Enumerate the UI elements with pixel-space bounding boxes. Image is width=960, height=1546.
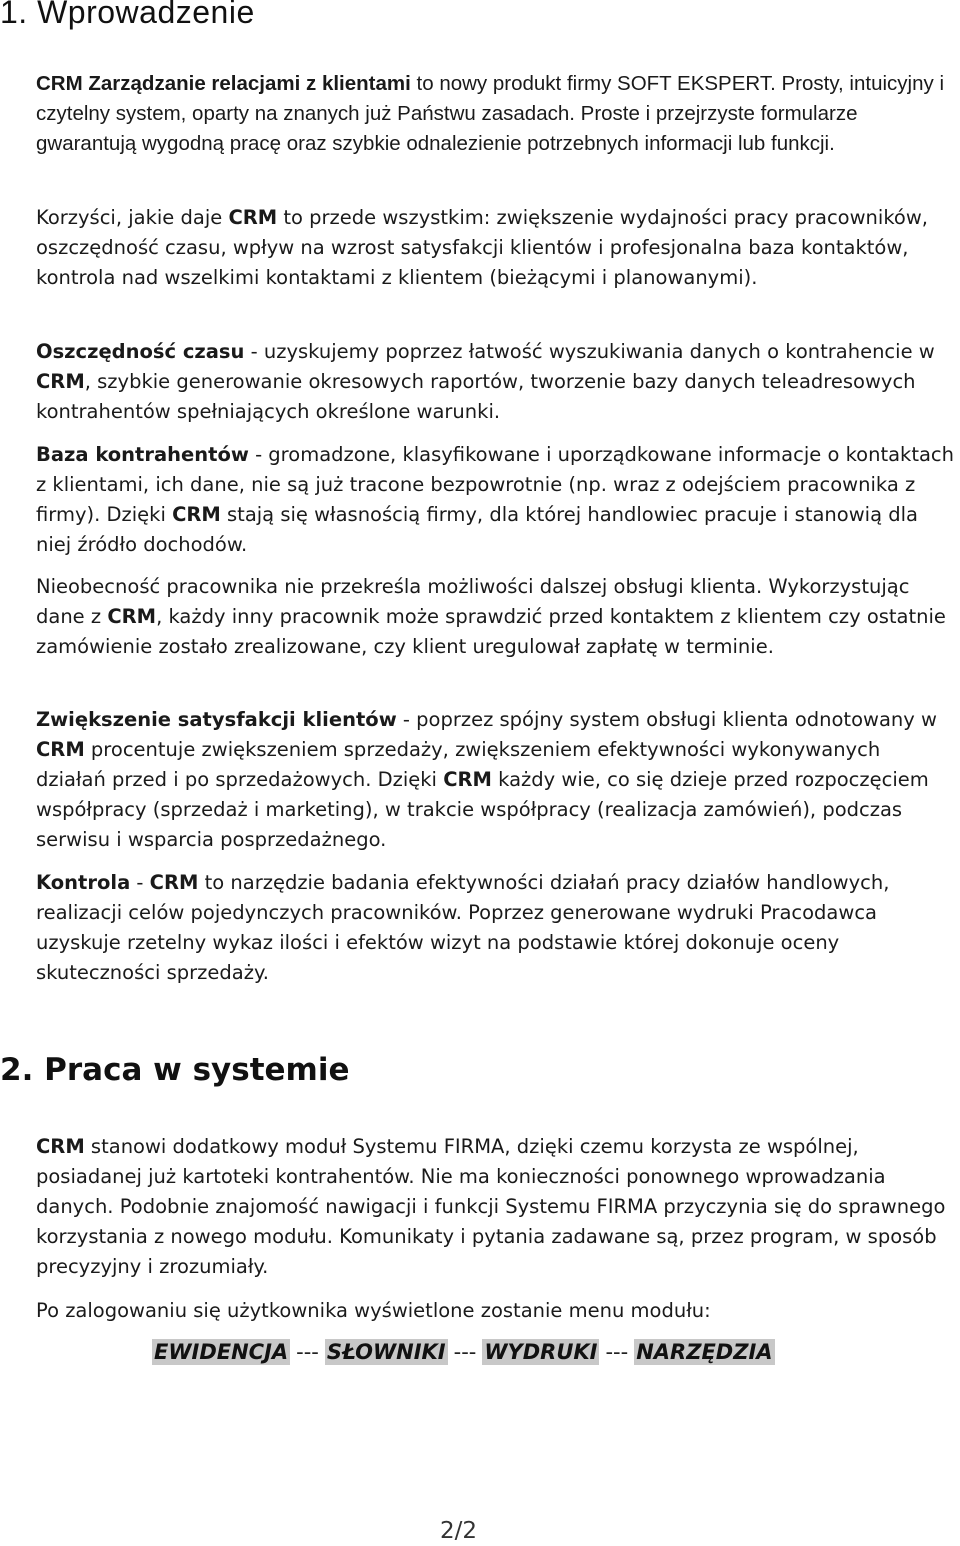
contractor-base-paragraph [36,440,956,560]
satisfaction-term: Zwiększenie satysfakcji klientów [36,708,397,731]
menu-item-slowniki: SŁOWNIKI [326,1340,446,1364]
satisfaction-text-b: procentuje zwiększeniem sprzedaży, zwiększeniem efektywności wykonywanych działań przed i po sprzedażowych. Dzięki [36,738,881,791]
contractor-base-text-a: - gromadzone, klasyfikowane i uporządkowane informacje o kontaktach z klientami, ich dane, nie są już tracone bezpowrotnie (np. wraz z odejściem pracownika z firmy). Dzięki [36,443,955,526]
section-2-heading: 2. Praca w systemie [0,1052,350,1088]
product-name: CRM Zarządzanie relacjami z klientami [36,72,411,95]
intro-paragraph [36,69,956,159]
benefits-paragraph [36,203,956,293]
menu-item-ewidencja: EWIDENCJA [154,1340,289,1364]
control-term: Kontrola [36,871,131,894]
crm-term: CRM [443,768,492,791]
system-text: stanowi dodatkowy moduł Systemu FIRMA, dzięki czemu korzysta ze wspólnej, posiadanej już kartoteki kontrahentów. Nie ma konieczności ponownego wprowadzania danych. Podobnie znajomość nawigacji i funkcji Systemu FIRMA przyczynia się do sprawnego korzystania z nowego modułu. Komunikaty i pytania zadawane są, przez program, w sposób precyzyjny i zrozumiały. [36,1135,946,1278]
crm-term: CRM [149,871,199,894]
menu-separator: --- [453,1340,477,1364]
menu-separator: --- [605,1340,629,1364]
intro-text: to nowy produkt firmy SOFT EKSPERT. Prosty, intuicyjny i czytelny system, oparty na znanych już Państwu zasadach. Proste i przejrzyste formularze gwarantują wygodną pracę oraz szybkie odnalezienie potrzebnych informacji lub funkcji. [36,72,944,155]
absence-text-a: Nieobecność pracownika nie przekreśla możliwości dalszej obsługi klienta. Wykorzystując dane z [36,575,910,628]
menu-intro-paragraph: Po zalogowaniu się użytkownika wyświetlone zostanie menu modułu: [36,1299,711,1322]
control-paragraph [36,868,956,988]
satisfaction-text-c: każdy wie, co się dzieje przed rozpoczęciem współpracy (sprzedaż i marketing), w trakcie współpracy (realizacja zamówień), podczas serwisu i wsparcia posprzedażnego. [36,768,929,851]
crm-term: CRM [36,1135,85,1158]
menu-item-narzedzia: NARZĘDZIA [636,1340,773,1364]
contractor-base-text-b: stają się własnością firmy, dla której handlowiec pracuje i stanowią dla niej źródło dochodów. [36,503,918,556]
crm-term: CRM [36,370,85,393]
absence-text-b: , każdy inny pracownik może sprawdzić przed kontaktem z klientem czy ostatnie zamówienie zostało zrealizowane, czy klient uregulował zapłatę w terminie. [36,605,946,658]
time-saving-paragraph [36,337,956,427]
section-1-heading: 1. Wprowadzenie [0,0,255,30]
control-text-a: - [130,871,150,894]
satisfaction-paragraph [36,705,956,855]
time-saving-text-a: - uzyskujemy poprzez łatwość wyszukiwania danych o kontrahencie w [244,340,935,363]
time-saving-term: Oszczędność czasu [36,340,245,363]
benefits-text-a: Korzyści, jakie daje [36,206,229,229]
page-number: 2/2 [440,1518,478,1544]
control-text-b: to narzędzie badania efektywności działań pracy działów handlowych, realizacji celów pojedynczych pracowników. Poprzez generowane wydruki Pracodawca uzyskuje rzetelny wykaz ilości i efektów wizyt na podstawie której dokonuje oceny skuteczności sprzedaży. [36,871,890,984]
absence-paragraph [36,572,956,662]
menu-item-wydruki: WYDRUKI [484,1340,598,1364]
crm-term: CRM [107,605,157,628]
system-paragraph [36,1132,956,1282]
time-saving-text-b: , szybkie generowanie okresowych raportów, tworzenie bazy danych teleadresowych kontrahentów spełniających określone warunki. [36,370,916,423]
menu-separator: --- [296,1340,319,1364]
satisfaction-text-a: - poprzez spójny system obsługi klienta odnotowany w [396,708,937,731]
crm-term: CRM [228,206,278,229]
crm-term: CRM [172,503,221,526]
crm-term: CRM [36,738,85,761]
module-menu [152,1336,775,1368]
benefits-text-b: to przede wszystkim: zwiększenie wydajności pracy pracowników, oszczędność czasu, wpływ na wzrost satysfakcji klientów i profesjonalna baza kontaktów, kontrola nad wszelkimi kontaktami z klientem (bieżącymi i planowanymi). [36,206,928,289]
contractor-base-term: Baza kontrahentów [36,443,249,466]
